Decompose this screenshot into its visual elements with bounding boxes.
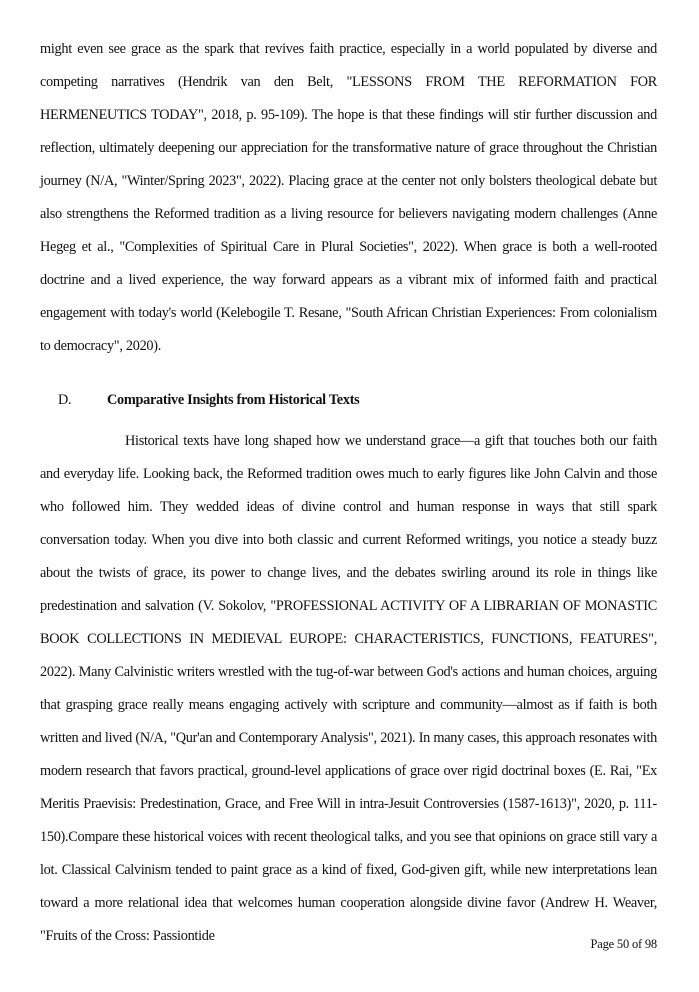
paragraph-grace-continuation: might even see grace as the spark that revives faith practice, especially in a world populated by diverse and competing narratives (Hendrik van den Belt, "LESSONS FROM THE REFORMATION FOR HERMENEUTICS TODAY", 2018, p. 95-109). The hope is that these findings will stir further discussion and reflection, ultimately deepening our appreciation for the transformative nature of grace throughout the Christian journey (N/A, "Winter/Spring 2023", 2022). Placing grace at the center not only bolsters theological debate but also strengthens the Reformed tradition as a living resource for believers navigating modern challenges (Anne Hegeg et al., "Complexities of Spiritual Care in Plural Societies", 2022). When grace is both a well-rooted doctrine and a lived experience, the way forward appears as a vibrant mix of informed faith and practical engagement with today's world (Kelebogile T. Resane, "South African Christian Experiences: From colonialism to democracy", 2020). [40, 41, 657, 354]
section-heading-title: Comparative Insights from Historical Texts [107, 392, 360, 408]
paragraph-historical-texts: Historical texts have long shaped how we understand grace—a gift that touches both our faith and everyday life. Looking back, the Reformed tradition owes much to early figures like John Calvin and those who followed him. They wedded ideas of divine control and human response in ways that still spark conversation today. When you dive into both classic and current Reformed writings, you notice a steady buzz about the twists of grace, its power to change lives, and the debates swirling around its role in things like predestination and salvation (V. Sokolov, "PROFESSIONAL ACTIVITY OF A LIBRARIAN OF MONASTIC BOOK COLLECTIONS IN MEDIEVAL EUROPE: CHARACTERISTICS, FUNCTIONS, FEATURES", 2022). Many Calvinistic writers wrestled with the tug-of-war between God's actions and human choices, arguing that grasping grace really means engaging actively with scripture and community—almost as if faith is both written and lived (N/A, "Qur'an and Contemporary Analysis", 2021). In many cases, this approach resonates with modern research that favors practical, ground-level applications of grace over rigid doctrinal boxes (E. Rai, "Ex Meritis Praevisis: Predestination, Grace, and Free Will in intra-Jesuit Controversies (1587-1613)", 2020, p. 111-150).Compare these historical voices with recent theological talks, and you see that opinions on grace still vary a lot. Classical Calvinism tended to paint grace as a kind of fixed, God-given gift, while new interpretations lean toward a more relational idea that welcomes human cooperation alongside divine favor (Andrew H. Weaver, "Fruits of the Cross: Passiontide [40, 433, 657, 944]
section-heading-number: D. [58, 392, 72, 408]
page-number-footer: Page 50 of 98 [590, 937, 657, 951]
section-heading [40, 384, 657, 417]
